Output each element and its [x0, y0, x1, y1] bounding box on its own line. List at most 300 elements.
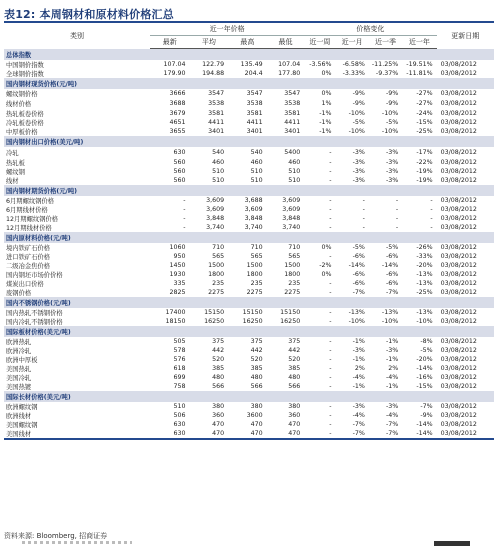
- row-value: 335: [173, 280, 186, 287]
- table-row: [4, 373, 494, 382]
- row-value: -20%: [416, 356, 433, 363]
- row-value: 3401: [284, 128, 301, 135]
- row-value: 480: [288, 374, 301, 381]
- page-footer: [4, 541, 494, 547]
- row-value: -3%: [385, 177, 399, 184]
- row-value: 375: [288, 338, 301, 345]
- row-value: 15150: [280, 309, 301, 316]
- table-row: [4, 196, 494, 205]
- row-value: -5%: [385, 119, 399, 126]
- row-value: 3547: [284, 90, 301, 97]
- row-value: 3,609: [244, 206, 263, 213]
- row-value: -2%: [319, 262, 332, 269]
- row-value: 16250: [242, 318, 263, 325]
- row-value: -1%: [385, 383, 399, 390]
- section-title: 国内不锈钢价格(元/吨): [4, 297, 494, 308]
- row-date: 03/08/2012: [440, 271, 477, 278]
- row-value: -27%: [416, 100, 433, 107]
- row-value: 480: [250, 374, 263, 381]
- header-low: 最低: [267, 36, 305, 49]
- row-name: 螺纹钢价格: [6, 91, 38, 98]
- row-value: 510: [173, 403, 186, 410]
- row-value: -: [329, 383, 332, 390]
- row-value: -14%: [348, 262, 365, 269]
- row-value: -: [395, 215, 399, 222]
- row-value: -10%: [348, 110, 365, 117]
- row-name: 国内冷轧不锈钢价格: [6, 319, 63, 326]
- row-value: -3.33%: [342, 70, 365, 77]
- row-name: 冷轧板卷价格: [6, 120, 44, 127]
- header-quarter: 近一季: [369, 36, 402, 49]
- row-value: -3%: [352, 159, 365, 166]
- row-value: -4%: [352, 374, 365, 381]
- row-date: 03/08/2012: [440, 100, 477, 107]
- row-value: 3,609: [282, 197, 301, 204]
- row-value: 15150: [242, 309, 263, 316]
- row-value: 565: [288, 253, 301, 260]
- row-value: -14%: [416, 430, 433, 437]
- row-value: 235: [212, 280, 225, 287]
- row-value: 3547: [208, 90, 225, 97]
- row-value: 16250: [280, 318, 301, 325]
- row-date: 03/08/2012: [440, 224, 477, 231]
- section-title: 国际板材价格(美元/吨): [4, 326, 494, 337]
- row-value: -: [329, 206, 332, 213]
- row-value: -20%: [416, 262, 433, 269]
- row-value: 2275: [208, 289, 225, 296]
- table-row: [4, 214, 494, 223]
- row-value: 3,740: [282, 224, 301, 231]
- row-value: 16250: [204, 318, 225, 325]
- row-value: 1500: [208, 262, 225, 269]
- row-date: 03/08/2012: [440, 110, 477, 117]
- row-date: 03/08/2012: [440, 197, 477, 204]
- section-title: 国内钢材现货价格(元/吨): [4, 78, 494, 89]
- row-name: 二级冶金焦价格: [6, 263, 51, 270]
- row-date: 03/08/2012: [440, 168, 477, 175]
- row-value: 510: [212, 168, 225, 175]
- section-header: [4, 49, 494, 61]
- table-row: [4, 167, 494, 176]
- row-date: 03/08/2012: [440, 347, 477, 354]
- row-value: -: [329, 280, 332, 287]
- row-value: 630: [173, 149, 186, 156]
- row-value: -: [183, 197, 186, 204]
- row-value: 1800: [284, 271, 301, 278]
- row-value: 2%: [388, 365, 399, 372]
- row-name: 线材价格: [6, 101, 32, 108]
- row-date: 03/08/2012: [440, 70, 477, 77]
- row-value: -3%: [352, 168, 365, 175]
- section-header: [4, 326, 494, 337]
- row-date: 03/08/2012: [440, 383, 477, 390]
- table-row: [4, 205, 494, 214]
- row-value: -7%: [352, 421, 365, 428]
- row-value: -1%: [319, 119, 332, 126]
- row-value: -16%: [416, 374, 433, 381]
- row-date: 03/08/2012: [440, 177, 477, 184]
- row-value: -19.51%: [406, 61, 433, 68]
- row-date: 03/08/2012: [440, 159, 477, 166]
- row-value: -: [329, 168, 332, 175]
- row-date: 03/08/2012: [440, 412, 477, 419]
- row-value: 1800: [208, 271, 225, 278]
- row-value: -: [329, 318, 332, 325]
- table-row: [4, 355, 494, 364]
- row-value: 385: [250, 365, 263, 372]
- row-value: -: [329, 224, 332, 231]
- row-value: 470: [288, 430, 301, 437]
- row-value: 470: [288, 421, 301, 428]
- row-value: 566: [212, 383, 225, 390]
- row-value: 1060: [169, 244, 186, 251]
- row-value: 460: [212, 159, 225, 166]
- row-value: -: [329, 347, 332, 354]
- row-value: 460: [288, 159, 301, 166]
- row-value: 510: [250, 168, 263, 175]
- row-value: 1500: [246, 262, 263, 269]
- row-value: 565: [212, 253, 225, 260]
- row-value: 510: [250, 177, 263, 184]
- table-row: [4, 346, 494, 355]
- row-value: 2825: [169, 289, 186, 296]
- row-value: 3538: [246, 100, 263, 107]
- header-high: 最高: [228, 36, 267, 49]
- row-value: 480: [212, 374, 225, 381]
- row-value: 360: [288, 412, 301, 419]
- row-value: -9%: [352, 100, 365, 107]
- row-value: 510: [288, 177, 301, 184]
- row-value: 3,688: [244, 197, 263, 204]
- table-body: [4, 49, 494, 439]
- row-value: 630: [173, 421, 186, 428]
- row-value: 3,609: [206, 206, 225, 213]
- row-value: 3,740: [206, 224, 225, 231]
- row-date: 03/08/2012: [440, 365, 477, 372]
- row-value: -7%: [385, 430, 399, 437]
- row-value: 560: [173, 159, 186, 166]
- header-latest: 最新: [150, 36, 190, 49]
- row-value: 3581: [246, 110, 263, 117]
- row-name: 冷轧: [6, 150, 19, 157]
- row-value: -: [362, 215, 365, 222]
- row-value: -: [329, 215, 332, 222]
- row-name: 热轧板卷价格: [6, 111, 44, 118]
- row-value: 630: [173, 430, 186, 437]
- header-change-group: 价格变化: [304, 23, 436, 36]
- footer-page-mark: [434, 541, 470, 546]
- row-value: 380: [250, 403, 263, 410]
- row-value: 470: [212, 421, 225, 428]
- row-value: 442: [250, 347, 263, 354]
- row-value: -: [329, 430, 332, 437]
- row-value: 578: [173, 347, 186, 354]
- row-value: 560: [173, 177, 186, 184]
- row-value: -1%: [352, 356, 365, 363]
- row-value: 3,848: [244, 215, 263, 222]
- row-value: 380: [212, 403, 225, 410]
- row-name: 进口铁矿石价格: [6, 254, 51, 261]
- row-date: 03/08/2012: [440, 119, 477, 126]
- row-date: 03/08/2012: [440, 253, 477, 260]
- row-value: -17%: [416, 149, 433, 156]
- row-value: -6%: [385, 280, 399, 287]
- row-value: 758: [173, 383, 186, 390]
- row-value: -25%: [416, 289, 433, 296]
- row-value: 1500: [284, 262, 301, 269]
- section-header: [4, 78, 494, 89]
- row-value: 506: [173, 412, 186, 419]
- table-row: [4, 109, 494, 118]
- row-value: 235: [250, 280, 263, 287]
- row-value: -3.56%: [309, 61, 332, 68]
- row-value: 204.4: [244, 70, 263, 77]
- row-value: -: [329, 159, 332, 166]
- table-row: [4, 420, 494, 429]
- row-name: 美国热镀: [6, 384, 32, 391]
- row-date: 03/08/2012: [440, 61, 477, 68]
- row-value: -: [329, 309, 332, 316]
- row-value: 1450: [169, 262, 186, 269]
- row-name: 中厚板价格: [6, 129, 38, 136]
- section-header: [4, 136, 494, 147]
- row-date: 03/08/2012: [440, 280, 477, 287]
- section-header: [4, 185, 494, 196]
- table-row: [4, 288, 494, 297]
- row-value: -9%: [385, 100, 399, 107]
- row-value: -: [329, 421, 332, 428]
- row-value: 618: [173, 365, 186, 372]
- row-value: -19%: [416, 168, 433, 175]
- row-value: -: [430, 224, 433, 231]
- section-header: [4, 297, 494, 308]
- row-value: -7%: [385, 421, 399, 428]
- row-value: -5%: [352, 244, 365, 251]
- row-value: -3%: [385, 159, 399, 166]
- row-value: -7%: [352, 430, 365, 437]
- row-value: -3%: [385, 149, 399, 156]
- row-value: -13%: [381, 309, 399, 316]
- row-value: -6.58%: [342, 61, 365, 68]
- row-value: 566: [288, 383, 301, 390]
- row-value: -: [362, 224, 365, 231]
- row-value: -: [183, 215, 186, 222]
- row-value: -: [430, 206, 433, 213]
- footer-faint-text: [22, 541, 132, 544]
- row-value: 540: [250, 149, 263, 156]
- row-value: -4%: [385, 374, 399, 381]
- row-value: -10%: [416, 318, 433, 325]
- row-value: 699: [173, 374, 186, 381]
- row-name: 中国钢价指数: [6, 62, 44, 69]
- row-value: 3538: [284, 100, 301, 107]
- row-value: -9.37%: [375, 70, 399, 77]
- row-value: 566: [250, 383, 263, 390]
- row-name: 螺纹钢: [6, 169, 25, 176]
- section-title: 国内钢材期货价格(元/吨): [4, 185, 494, 196]
- table-row: [4, 98, 494, 109]
- row-value: -: [329, 149, 332, 156]
- row-value: -9%: [352, 90, 365, 97]
- row-value: 510: [212, 177, 225, 184]
- source-note: 资料来源: Bloomberg, 招商证券: [4, 532, 108, 540]
- row-value: 177.80: [278, 70, 301, 77]
- table-row: [4, 118, 494, 127]
- row-value: -: [329, 338, 332, 345]
- row-name: 美国热轧: [6, 366, 32, 373]
- row-value: 442: [288, 347, 301, 354]
- row-value: -8%: [420, 338, 433, 345]
- row-value: 107.04: [163, 61, 186, 68]
- row-name: 热轧板: [6, 160, 25, 167]
- row-value: 710: [288, 244, 301, 251]
- row-value: -14%: [381, 262, 399, 269]
- row-value: 710: [250, 244, 263, 251]
- row-value: 179.90: [163, 70, 186, 77]
- row-value: 0%: [321, 271, 332, 278]
- table-row: [4, 223, 494, 232]
- row-value: 442: [212, 347, 225, 354]
- row-value: -: [430, 197, 433, 204]
- row-value: -: [329, 253, 332, 260]
- row-value: 3,609: [206, 197, 225, 204]
- row-value: -6%: [352, 253, 365, 260]
- row-value: -: [329, 289, 332, 296]
- row-value: 4411: [246, 119, 263, 126]
- row-value: 135.49: [240, 61, 263, 68]
- row-value: 375: [250, 338, 263, 345]
- row-value: 3547: [246, 90, 263, 97]
- row-name: 美国螺纹钢: [6, 422, 38, 429]
- row-name: 欧洲线材: [6, 413, 32, 420]
- row-value: -10%: [348, 128, 365, 135]
- row-value: 17400: [165, 309, 186, 316]
- row-value: -3%: [385, 347, 399, 354]
- row-date: 03/08/2012: [440, 262, 477, 269]
- row-value: -3%: [352, 403, 365, 410]
- row-value: -3%: [352, 177, 365, 184]
- row-value: 3600: [246, 412, 263, 419]
- row-date: 03/08/2012: [440, 128, 477, 135]
- table-row: [4, 364, 494, 373]
- row-name: 美国冷轧: [6, 375, 32, 382]
- row-value: 3401: [246, 128, 263, 135]
- header-date: 更新日期: [451, 31, 480, 40]
- row-value: -9%: [385, 90, 399, 97]
- row-value: -5%: [420, 347, 433, 354]
- row-value: 520: [212, 356, 225, 363]
- row-value: 565: [250, 253, 263, 260]
- row-value: -1%: [385, 338, 399, 345]
- row-value: -3%: [352, 347, 365, 354]
- row-value: 4411: [284, 119, 301, 126]
- section-header: [4, 391, 494, 402]
- row-value: -3%: [385, 403, 399, 410]
- row-date: 03/08/2012: [440, 244, 477, 251]
- row-value: 2%: [354, 365, 365, 372]
- row-name: 欧洲中厚板: [6, 357, 38, 364]
- row-value: 0%: [321, 70, 332, 77]
- row-value: -: [395, 224, 399, 231]
- header-category: 类别: [69, 31, 84, 40]
- row-name: 国内热轧不锈钢价格: [6, 310, 63, 317]
- row-value: -: [329, 177, 332, 184]
- table-row: [4, 411, 494, 420]
- row-value: 0%: [321, 244, 332, 251]
- row-date: 03/08/2012: [440, 430, 477, 437]
- row-value: -13%: [416, 280, 433, 287]
- row-value: -14%: [416, 365, 433, 372]
- row-value: 560: [173, 168, 186, 175]
- row-name: 欧洲热轧: [6, 339, 32, 346]
- row-name: 废钢价格: [6, 290, 32, 297]
- row-value: 0%: [321, 90, 332, 97]
- row-value: -4%: [352, 412, 365, 419]
- row-name: 线材: [6, 178, 19, 185]
- row-value: -33%: [416, 253, 433, 260]
- header-week: 近一周: [304, 36, 335, 49]
- section-title: 国内钢材出口价格(美元/吨): [4, 136, 494, 147]
- row-date: 03/08/2012: [440, 338, 477, 345]
- row-value: 3,740: [244, 224, 263, 231]
- table-row: [4, 60, 494, 69]
- row-value: 4411: [208, 119, 225, 126]
- row-value: -5%: [385, 244, 399, 251]
- table-row: [4, 176, 494, 185]
- row-value: 3679: [169, 110, 186, 117]
- row-value: 385: [212, 365, 225, 372]
- table-row: [4, 308, 494, 317]
- row-name: 12月期螺纹钢价格: [6, 216, 59, 223]
- row-value: -6%: [352, 280, 365, 287]
- bottom-rule: [4, 438, 494, 440]
- row-date: 03/08/2012: [440, 149, 477, 156]
- row-date: 03/08/2012: [440, 318, 477, 325]
- row-value: -6%: [385, 271, 399, 278]
- row-value: 3655: [169, 128, 186, 135]
- row-date: 03/08/2012: [440, 309, 477, 316]
- row-value: 460: [250, 159, 263, 166]
- row-value: -1%: [319, 110, 332, 117]
- row-value: 950: [173, 253, 186, 260]
- table-row: [4, 402, 494, 411]
- row-value: -13%: [348, 309, 365, 316]
- row-date: 03/08/2012: [440, 356, 477, 363]
- row-value: 3688: [169, 100, 186, 107]
- row-value: 235: [288, 280, 301, 287]
- row-value: 1930: [169, 271, 186, 278]
- table-row: [4, 382, 494, 391]
- row-value: -10%: [381, 128, 399, 135]
- row-value: 3538: [208, 100, 225, 107]
- row-value: 18150: [165, 318, 186, 325]
- row-value: 122.79: [202, 61, 225, 68]
- row-value: 194.88: [202, 70, 225, 77]
- row-value: -: [183, 224, 186, 231]
- row-value: 3666: [169, 90, 186, 97]
- row-date: 03/08/2012: [440, 90, 477, 97]
- row-date: 03/08/2012: [440, 289, 477, 296]
- row-value: -3%: [385, 168, 399, 175]
- row-name: 6月期线材价格: [6, 207, 48, 214]
- row-value: 2275: [284, 289, 301, 296]
- row-value: -14%: [416, 421, 433, 428]
- section-title: 总体指数: [4, 49, 494, 61]
- row-value: -: [329, 403, 332, 410]
- row-value: -1%: [385, 356, 399, 363]
- section-title: 国内原材料价格(元/吨): [4, 232, 494, 243]
- row-value: 107.04: [278, 61, 301, 68]
